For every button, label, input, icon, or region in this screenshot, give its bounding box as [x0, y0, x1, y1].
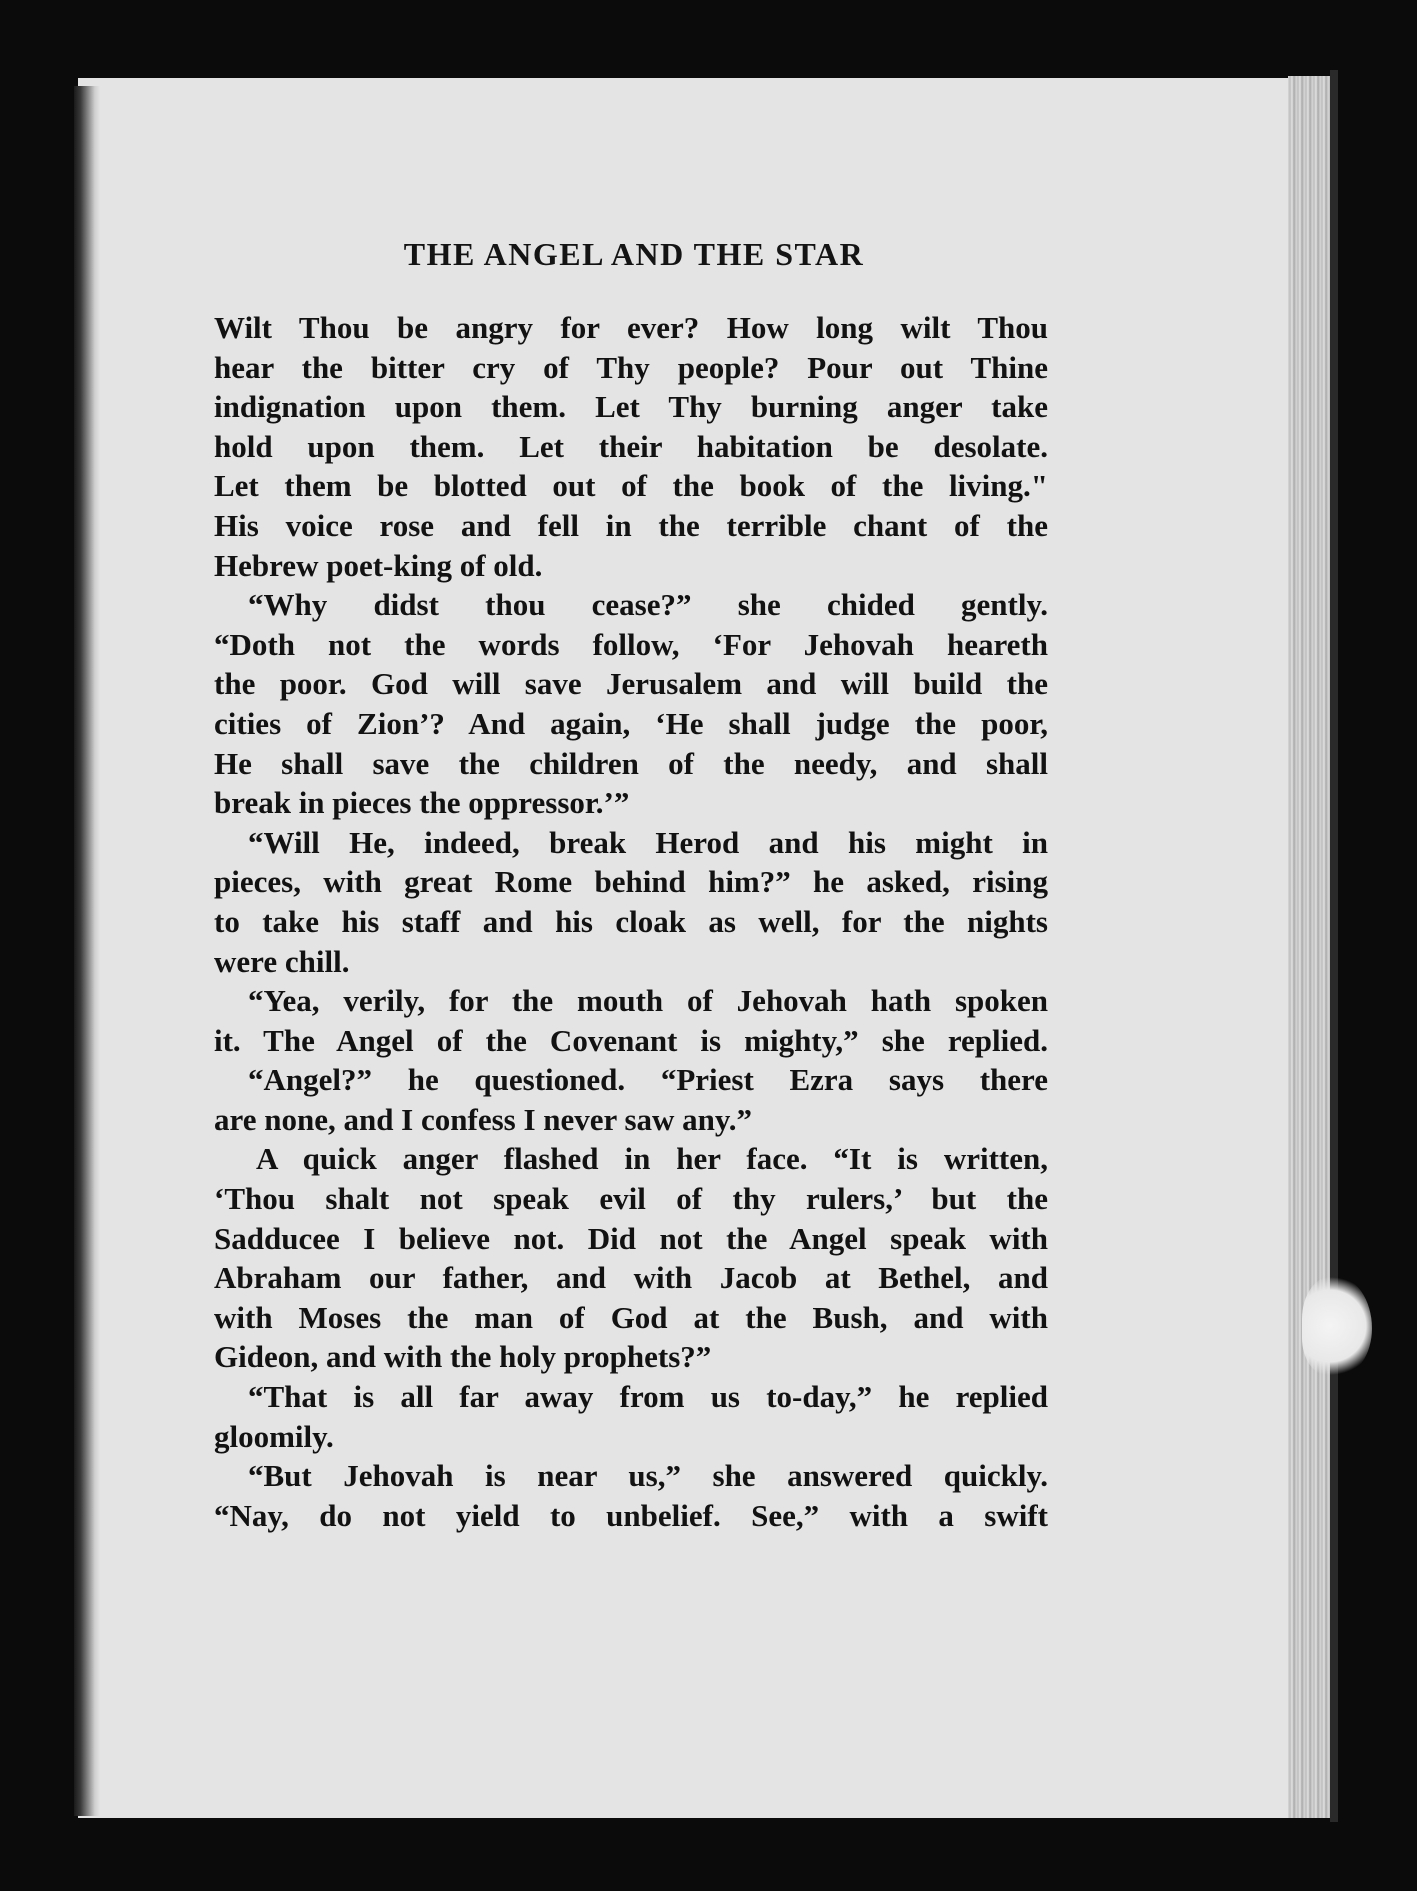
text-line: are none, and I confess I never saw any.”	[214, 1101, 752, 1137]
text-line: it. The Angel of the Covenant is mighty,” she replied.	[214, 1022, 1048, 1058]
text-line: “Angel?” he questioned. “Priest Ezra says there	[248, 1062, 1048, 1098]
text-line: Gideon, and with the holy prophets?”	[214, 1339, 712, 1375]
text-line: “Will He, indeed, break Herod and his might in	[248, 824, 1048, 860]
text-line: A quick anger flashed in her face. “It is written,	[256, 1141, 1048, 1177]
text-line: ‘Thou shalt not speak evil of thy rulers,’ but the	[214, 1181, 1048, 1217]
text-line: gloomily.	[214, 1418, 334, 1454]
text-line: pieces, with great Rome behind him?” he asked, rising	[214, 864, 1048, 900]
text-line: “Yea, verily, for the mouth of Jehovah hath spoken	[248, 983, 1048, 1019]
text-line: “But Jehovah is near us,” she answered quickly.	[248, 1458, 1048, 1494]
page-edge-shadow	[1330, 70, 1338, 1822]
text-line: He shall save the children of the needy, and shall	[214, 745, 1048, 781]
text-line: break in pieces the oppressor.’”	[214, 785, 630, 821]
text-line: to take his staff and his cloak as well, for the nights	[214, 903, 1048, 939]
running-header: THE ANGEL AND THE STAR	[403, 236, 865, 272]
text-line: “That is all far away from us to-day,” he replied	[248, 1379, 1048, 1415]
text-line: with Moses the man of God at the Bush, and with	[214, 1299, 1048, 1335]
paper-damage-spot	[1302, 1276, 1372, 1376]
text-line: Wilt Thou be angry for ever? How long wilt Thou	[214, 310, 1048, 345]
text-line: hold upon them. Let their habitation be desolate.	[214, 428, 1048, 464]
text-line: “Nay, do not yield to unbelief. See,” with a swift	[214, 1497, 1048, 1533]
text-line: were chill.	[214, 943, 350, 979]
text-line: hear the bitter cry of Thy people? Pour out Thine	[214, 349, 1048, 385]
text-line: Let them be blotted out of the book of the living."	[214, 468, 1048, 504]
body-text	[214, 308, 1048, 1535]
text-line: indignation upon them. Let Thy burning anger take	[214, 389, 1048, 425]
page-binding-edge	[74, 86, 100, 1816]
text-line: Abraham our father, and with Jacob at Bethel, and	[214, 1260, 1048, 1296]
text-line: the poor. God will save Jerusalem and will build the	[214, 666, 1048, 702]
text-line: cities of Zion’? And again, ‘He shall judge the poor,	[214, 705, 1048, 741]
text-line: His voice rose and fell in the terrible chant of the	[214, 507, 1048, 543]
text-line: “Doth not the words follow, ‘For Jehovah heareth	[214, 626, 1048, 662]
text-line: Sadducee I believe not. Did not the Angel speak with	[214, 1220, 1048, 1256]
page-fore-edge	[1288, 76, 1330, 1818]
text-line: Hebrew poet-king of old.	[214, 547, 543, 583]
text-line: “Why didst thou cease?” she chided gently.	[248, 587, 1048, 623]
